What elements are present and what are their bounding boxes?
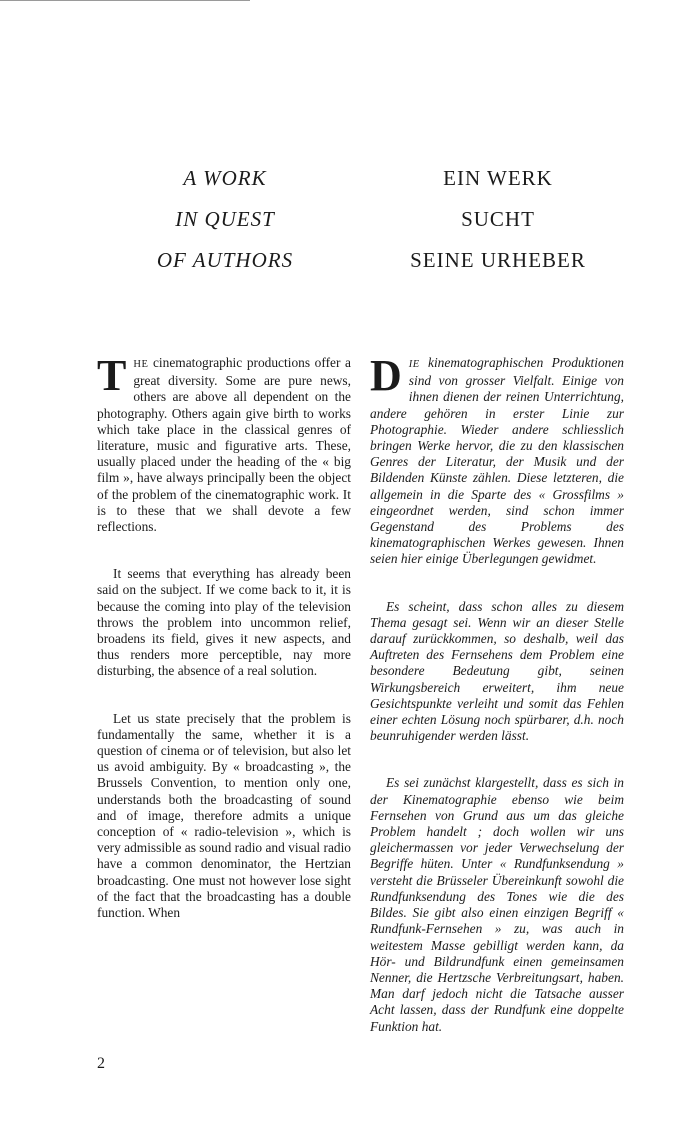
title-english bbox=[95, 158, 355, 281]
german-paragraph-1-text: kinematographischen Produktionen sind von grosser Vielfalt. Einige von ihnen dienen der reinen Unterrichtung, andere gehören in erster Linie zur Photographie. Wieder andere schliesslich bringen Werke hervor, die zu den klassischen Genres der Literatur, der Musik und der Bildenden Künste zählen. Diese letzteren, die allgemein in die Sparte des « Grossfilms » eingeordnet werden, sind schon immer Gegenstand des Problems des kinematographischen Werkes gewesen. Ihnen seien hier einige Überlegungen gewidmet. bbox=[370, 355, 624, 567]
german-paragraph-2: Es scheint, dass schon alles zu diesem Thema gesagt sei. Wenn wir an dieser Stelle darauf zurückkommen, so deshalb, weil das Auftreten des Fernsehens dem Problem eine besondere Bedeutung gibt, seinen Wirkungsbereich erweitert, ihm neue Gesichtspunkte verleiht und somit das Fehlen einer echten Lösung noch spürbarer, d.h. noch beunruhigender werden lässt. bbox=[370, 598, 624, 744]
german-lead-in: IE bbox=[408, 359, 420, 370]
english-paragraph-1 bbox=[97, 351, 351, 535]
english-paragraph-3: Let us state precisely that the problem is fundamentally the same, whether it is a question of cinema or of television, but also let us avoid ambiguity. By « broadcasting », the Brussels Convention, to mention only one, understands both the broadcasting of sound and of image, therefore admits a unique conception of « radio-television », which is very admissible as sound radio and visual radio have a common denominator, the Hertzian broadcasting. One must not however lose sight of the fact that the broadcasting has a double function. When bbox=[97, 710, 351, 921]
title-english-line-1: A WORK bbox=[183, 166, 267, 190]
english-paragraph-2: It seems that everything has already been said on the subject. If we come back to it, it is because the coming into play of the television throws the problem into uncommon relief, broadens its field, gives it new aspects, and thus renders more perceptible, nay more disturbing, the absence of a real solution. bbox=[97, 566, 351, 679]
english-lead-in: HE bbox=[133, 359, 149, 370]
german-paragraph-3: Es sei zunächst klargestellt, dass es sich in der Kinematographie ebenso wie beim Fernsehen von Grund aus um das gleiche Problem handelt ; doch wollen wir uns gleichermassen vor jeder Verwechselung der Begriffe hüten. Unter « Rundfunksendung » versteht die Brüsseler Übereinkunft sowohl die Rundfunksendung des Tones wie die des Bildes. Sie gibt also einen einzigen Begriff « Rundfunk-Fernsehen » zu, was auch in weitestem Masse gebilligt werden kann, da Hör- und Bildrundfunk einen gemeinsamen Nenner, die Hertzsche Verbreitungsart, haben. Man darf jedoch nicht die Tatsache ausser Acht lassen, dass der Rundfunk eine doppelte Funktion hat. bbox=[370, 775, 624, 1034]
title-german-line-3: SEINE URHEBER bbox=[410, 248, 586, 272]
title-german-line-1: EIN WERK bbox=[443, 166, 553, 190]
title-english-line-2: IN QUEST bbox=[175, 207, 275, 231]
german-column bbox=[370, 351, 624, 1066]
page-number: 2 bbox=[97, 1055, 105, 1072]
english-drop-cap: T bbox=[97, 351, 127, 400]
german-drop-cap: D bbox=[370, 351, 402, 400]
top-rule bbox=[0, 0, 250, 1]
title-german-line-2: SUCHT bbox=[461, 207, 535, 231]
english-paragraph-1-text: cinematographic productions offer a great diversity. Some are pure news, others are above all dependent on the photography. Others again give birth to works which take place in the classical genres of literature, music and figurative arts. These, usually placed under the heading of the « big film », have always principally been the object of the problem of the cinematographic work. It is to these that we shall devote a few reflections. bbox=[97, 355, 351, 535]
german-paragraph-1 bbox=[370, 351, 624, 568]
english-column bbox=[97, 351, 351, 952]
title-german bbox=[368, 158, 628, 281]
title-english-line-3: OF AUTHORS bbox=[156, 248, 294, 272]
